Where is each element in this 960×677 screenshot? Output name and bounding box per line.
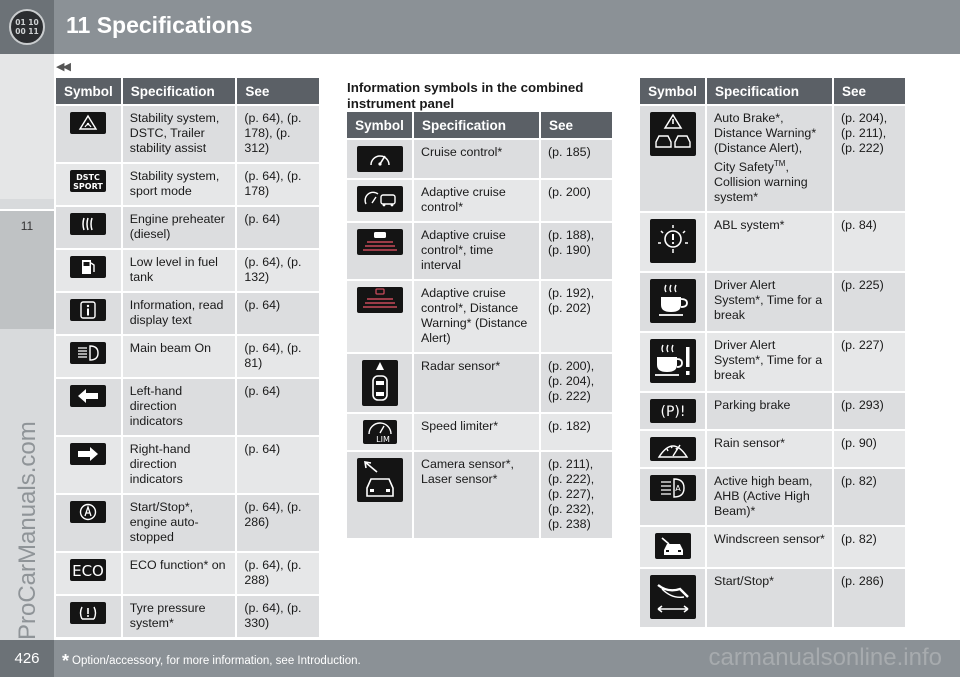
symbol-cell: [640, 391, 707, 429]
table-row: [640, 331, 905, 391]
section-title: Information symbols in the combined instrument panel: [347, 80, 584, 111]
page-title: 11 Specifications: [66, 12, 253, 38]
svg-text:SPORT: SPORT: [73, 182, 104, 191]
spec-text: , Collision warning system*: [714, 160, 808, 205]
table-row: [640, 429, 905, 467]
specification-cell: Cruise control*: [414, 138, 541, 178]
page-reference-cell[interactable]: (p. 64), (p. 132): [237, 248, 319, 291]
table-row: [56, 205, 319, 248]
symbol-cell: [56, 551, 123, 594]
page-reference-cell[interactable]: (p. 84): [834, 211, 905, 271]
table-header-row: [56, 78, 319, 104]
table-row: [56, 248, 319, 291]
symbol-cell: [347, 412, 414, 450]
column-header-symbol: Symbol: [347, 112, 414, 138]
symbol-cell: [640, 331, 707, 391]
header-badge-area: [0, 0, 54, 54]
table-header-row: [347, 112, 612, 138]
specification-cell: Left-hand direction indicators: [123, 377, 238, 435]
time-interval-icon: [357, 229, 403, 255]
specification-cell: Start/Stop*, engine auto-stopped: [123, 493, 238, 551]
table-row: [56, 435, 319, 493]
column-header-see: See: [237, 78, 319, 104]
specification-cell: Active high beam, AHB (Active High Beam)*: [707, 467, 834, 525]
specification-cell: Adaptive cruise control*, time interval: [414, 221, 541, 279]
symbol-cell: [56, 104, 123, 162]
symbol-cell: [56, 248, 123, 291]
side-watermark: [14, 360, 42, 640]
footnote-text: Option/accessory, for more information, see Introduction.: [72, 655, 361, 667]
column-header-specification: Specification: [123, 78, 238, 104]
specification-cell: Radar sensor*: [414, 352, 541, 412]
table-row: [56, 291, 319, 334]
specification-cell: Camera sensor*, Laser sensor*: [414, 450, 541, 538]
table-row: [56, 493, 319, 551]
column-header-symbol: Symbol: [640, 78, 707, 104]
symbol-cell: [56, 377, 123, 435]
page-reference-cell[interactable]: (p. 64), (p. 288): [237, 551, 319, 594]
footer-watermark: carmanualsonline.info: [708, 644, 942, 671]
symbols-table-1: [56, 78, 319, 637]
camera-sensor-icon: [357, 458, 403, 502]
symbol-cell: [640, 525, 707, 567]
symbol-cell: [56, 334, 123, 377]
table-header-row: [640, 78, 905, 104]
symbol-cell: [347, 221, 414, 279]
column-header-specification: Specification: [707, 78, 834, 104]
symbol-cell: [640, 467, 707, 525]
symbols-table-2: [347, 112, 612, 538]
specification-cell: Tyre pressure system*: [123, 594, 238, 637]
rain-sensor-icon: [650, 437, 696, 461]
page-footer: [0, 640, 960, 677]
distance-warning-icon: [357, 287, 403, 313]
table-row: [56, 334, 319, 377]
symbols-table-3: [640, 78, 905, 627]
table-row: [56, 104, 319, 162]
chapter-badge: [9, 9, 45, 45]
table-row: [347, 178, 612, 221]
specification-cell: Low level in fuel tank: [123, 248, 238, 291]
symbol-cell: [347, 279, 414, 352]
parking-brake-icon: [650, 399, 696, 423]
table-row: [56, 162, 319, 205]
specification-cell: Parking brake: [707, 391, 834, 429]
adaptive-cruise-icon: [357, 186, 403, 212]
cruise-control-icon: [357, 146, 403, 172]
symbol-cell: [347, 352, 414, 412]
auto-brake-icon: [650, 112, 696, 156]
svg-text:00 11: 00 11: [15, 27, 39, 36]
page-reference-cell[interactable]: (p. 64), (p. 178): [237, 162, 319, 205]
table-row: [347, 412, 612, 450]
footnote: [62, 651, 361, 672]
page-reference-cell[interactable]: (p. 200): [541, 178, 612, 221]
trademark-superscript: TM: [773, 159, 786, 168]
page-reference-cell[interactable]: (p. 82): [834, 525, 905, 567]
symbol-cell: [640, 211, 707, 271]
symbol-cell: [56, 594, 123, 637]
symbol-cell: [347, 138, 414, 178]
page-reference-cell[interactable]: (p. 64), (p. 286): [237, 493, 319, 551]
chapter-badge-icon: [12, 17, 42, 37]
table-row: [347, 279, 612, 352]
symbol-cell: [347, 450, 414, 538]
table-row: [640, 525, 905, 567]
symbol-cell: [640, 271, 707, 331]
specification-cell: Main beam On: [123, 334, 238, 377]
symbol-cell: [56, 493, 123, 551]
symbol-cell: [640, 567, 707, 627]
active-high-beam-icon: [650, 475, 696, 501]
footer-page-area: [0, 640, 54, 677]
page-reference-cell[interactable]: (p. 64): [237, 377, 319, 435]
tyre-pressure-icon: [70, 602, 106, 624]
svg-text:LIM: LIM: [375, 435, 390, 444]
page-reference-cell[interactable]: (p. 64), (p. 330): [237, 594, 319, 637]
symbol-cell: [56, 291, 123, 334]
fuel-pump-icon: [70, 256, 106, 278]
trailer-stability-icon: [70, 112, 106, 134]
abl-icon: [650, 219, 696, 263]
engine-preheater-icon: [70, 213, 106, 235]
page-reference-cell[interactable]: (p. 293): [834, 391, 905, 429]
arrow-right-icon: [70, 443, 106, 465]
table-row: [640, 467, 905, 525]
page-reference-cell[interactable]: (p. 227): [834, 331, 905, 391]
spec-text: Auto Brake*, Distance Warning* (Distance Alert), City Safety: [714, 111, 817, 175]
footnote-star: *: [62, 651, 70, 671]
back-arrows-link[interactable]: ◀◀: [56, 61, 69, 73]
page-reference-cell[interactable]: (p. 211), (p. 222), (p. 227), (p. 232), (p. 238): [541, 450, 612, 538]
table-row: [640, 271, 905, 331]
page-reference-cell[interactable]: (p. 64), (p. 178), (p. 312): [237, 104, 319, 162]
page-reference-cell[interactable]: (p. 192), (p. 202): [541, 279, 612, 352]
page-reference-cell[interactable]: (p. 182): [541, 412, 612, 450]
page-reference-cell[interactable]: (p. 204), (p. 211), (p. 222): [834, 104, 905, 211]
svg-text:01 10: 01 10: [15, 18, 39, 27]
specification-cell: Speed limiter*: [414, 412, 541, 450]
column-header-symbol: Symbol: [56, 78, 123, 104]
specification-cell: ECO function* on: [123, 551, 238, 594]
information-icon: [70, 299, 106, 321]
table-row: [347, 352, 612, 412]
page-reference-cell[interactable]: (p. 64): [237, 291, 319, 334]
radar-sensor-icon: [362, 360, 398, 406]
table-row: [56, 594, 319, 637]
page-reference-cell[interactable]: (p. 185): [541, 138, 612, 178]
speed-limiter-icon: [363, 420, 397, 444]
specification-cell: Driver Alert System*, Time for a break: [707, 271, 834, 331]
specification-cell: Engine preheater (diesel): [123, 205, 238, 248]
page-number: 426: [14, 650, 40, 667]
page-reference-cell[interactable]: (p. 64): [237, 205, 319, 248]
table-row: [347, 450, 612, 538]
specification-cell: Start/Stop*: [707, 567, 834, 627]
svg-text:ECO: ECO: [72, 562, 105, 580]
symbol-cell: [640, 429, 707, 467]
page-reference-cell[interactable]: (p. 64), (p. 81): [237, 334, 319, 377]
table-row: [56, 551, 319, 594]
table-row: [56, 377, 319, 435]
page-reference-cell[interactable]: (p. 286): [834, 567, 905, 627]
page-reference-cell[interactable]: (p. 64): [237, 435, 319, 493]
sidebar-chapter-tab[interactable]: [0, 209, 54, 329]
specification-cell: Information, read display text: [123, 291, 238, 334]
table-row: [640, 211, 905, 271]
page-reference-cell[interactable]: (p. 90): [834, 429, 905, 467]
page-reference-cell[interactable]: (p. 188), (p. 190): [541, 221, 612, 279]
table-row: [347, 138, 612, 178]
column-header-see: See: [834, 78, 905, 104]
column-header-see: See: [541, 112, 612, 138]
arrow-left-icon: [70, 385, 106, 407]
symbol-cell: [56, 435, 123, 493]
dstc-sport-icon: [70, 170, 106, 192]
table-row: [640, 567, 905, 627]
coffee-cup-icon: [650, 279, 696, 323]
eco-icon: [70, 559, 106, 581]
symbol-cell: [347, 178, 414, 221]
page-reference-cell[interactable]: (p. 200), (p. 204), (p. 222): [541, 352, 612, 412]
svg-text:DSTC: DSTC: [76, 173, 101, 182]
specification-cell: Driver Alert System*, Time for a break: [707, 331, 834, 391]
table-row: [347, 221, 612, 279]
svg-text:A: A: [674, 484, 681, 494]
coffee-cup-warning-icon: [650, 339, 696, 383]
page-reference-cell[interactable]: (p. 82): [834, 467, 905, 525]
sidebar-top-block: [0, 54, 54, 199]
table-row: [640, 391, 905, 429]
specification-cell: Stability system, DSTC, Trailer stability assist: [123, 104, 238, 162]
page-reference-cell[interactable]: (p. 225): [834, 271, 905, 331]
start-stop-a-icon: [70, 501, 106, 523]
table-row: [640, 104, 905, 211]
start-stop-pedal-icon: [650, 575, 696, 619]
specification-cell: Rain sensor*: [707, 429, 834, 467]
windscreen-sensor-icon: [655, 533, 691, 559]
specification-cell: [707, 104, 834, 211]
specification-cell: Adaptive cruise control*: [414, 178, 541, 221]
main-beam-icon: [70, 342, 106, 364]
symbol-cell: [640, 104, 707, 211]
svg-text:(P)!: (P)!: [660, 404, 685, 421]
symbol-cell: [56, 162, 123, 205]
symbol-cell: [56, 205, 123, 248]
specification-cell: Right-hand direction indicators: [123, 435, 238, 493]
specification-cell: Windscreen sensor*: [707, 525, 834, 567]
specification-cell: ABL system*: [707, 211, 834, 271]
column-header-specification: Specification: [414, 112, 541, 138]
sidebar-chapter-number: 11: [20, 219, 34, 233]
page-header: [0, 0, 960, 54]
specification-cell: Stability system, sport mode: [123, 162, 238, 205]
specification-cell: Adaptive cruise control*, Distance Warning* (Distance Alert): [414, 279, 541, 352]
side-watermark-text: ProCarManuals.com: [14, 421, 41, 640]
